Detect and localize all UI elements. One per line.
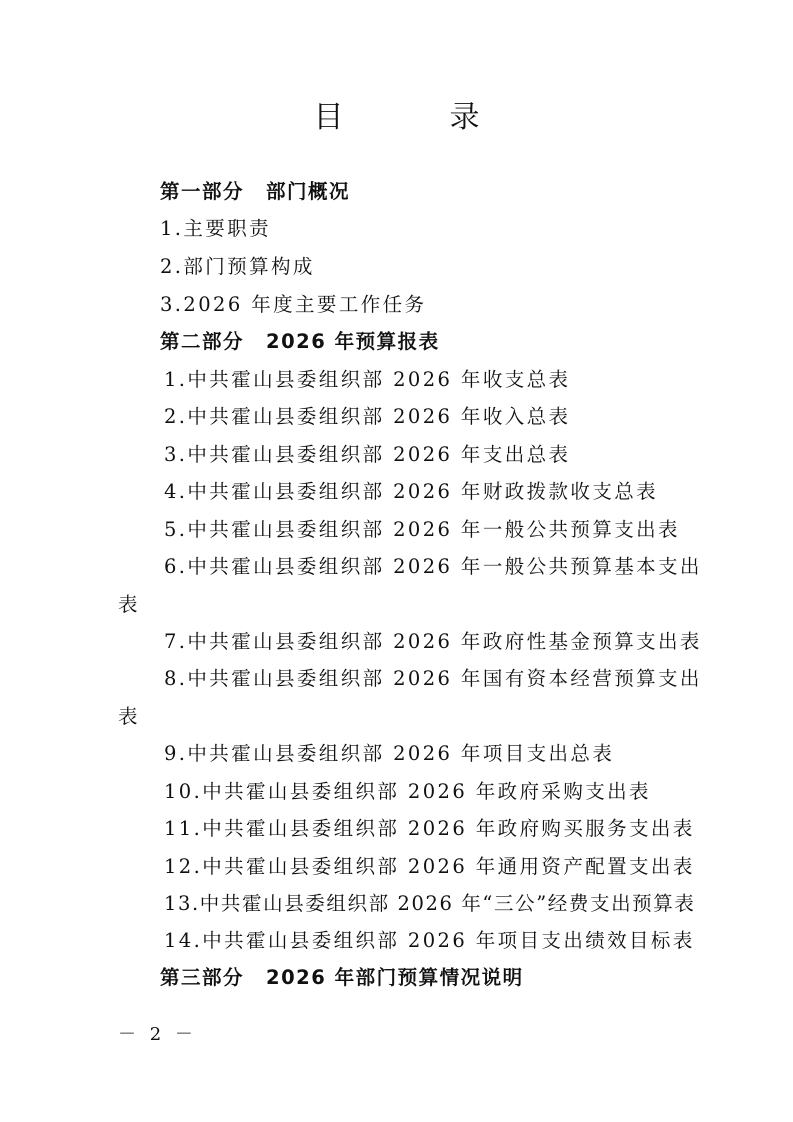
page-number: － 2 － xyxy=(118,1024,197,1045)
part2-label: 第二部分 xyxy=(160,330,245,353)
toc-item: 5.中共霍山县委组织部 2026 年一般公共预算支出表 xyxy=(164,518,680,541)
part2-heading xyxy=(160,326,440,354)
toc-item: 2.中共霍山县委组织部 2026 年收入总表 xyxy=(164,405,571,428)
toc-item: 8.中共霍山县委组织部 2026 年国有资本经营预算支出 xyxy=(164,667,702,690)
toc-item: 7.中共霍山县委组织部 2026 年政府性基金预算支出表 xyxy=(164,630,702,653)
part1-heading xyxy=(160,176,350,204)
toc-item: 6.中共霍山县委组织部 2026 年一般公共预算基本支出 xyxy=(164,555,702,578)
toc-item: 14.中共霍山县委组织部 2026 年项目支出绩效目标表 xyxy=(164,929,695,952)
toc-title: 目 录 xyxy=(313,100,518,135)
toc-item-continuation: 表 xyxy=(118,705,140,728)
part3-heading xyxy=(160,962,524,990)
toc-item: 13.中共霍山县委组织部 2026 年“三公”经费支出预算表 xyxy=(164,892,696,915)
toc-item: 12.中共霍山县委组织部 2026 年通用资产配置支出表 xyxy=(164,855,695,878)
toc-item: 3.2026 年度主要工作任务 xyxy=(160,293,427,316)
toc-item: 9.中共霍山县委组织部 2026 年项目支出总表 xyxy=(164,742,615,765)
toc-item: 4.中共霍山县委组织部 2026 年财政拨款收支总表 xyxy=(164,480,659,503)
toc-item: 10.中共霍山县委组织部 2026 年政府采购支出表 xyxy=(164,780,651,803)
toc-item: 11.中共霍山县委组织部 2026 年政府购买服务支出表 xyxy=(164,817,695,840)
part1-label: 第一部分 xyxy=(160,180,245,203)
toc-item-continuation: 表 xyxy=(118,593,140,616)
part3-name: 2026 年部门预算情况说明 xyxy=(266,966,524,989)
part3-label: 第三部分 xyxy=(160,966,245,989)
toc-item: 1.主要职责 xyxy=(160,217,272,240)
toc-item: 1.中共霍山县委组织部 2026 年收支总表 xyxy=(164,368,571,391)
part2-name: 2026 年预算报表 xyxy=(266,330,440,353)
toc-item: 2.部门预算构成 xyxy=(160,255,315,278)
toc-item: 3.中共霍山县委组织部 2026 年支出总表 xyxy=(164,443,571,466)
part1-name: 部门概况 xyxy=(266,180,351,203)
